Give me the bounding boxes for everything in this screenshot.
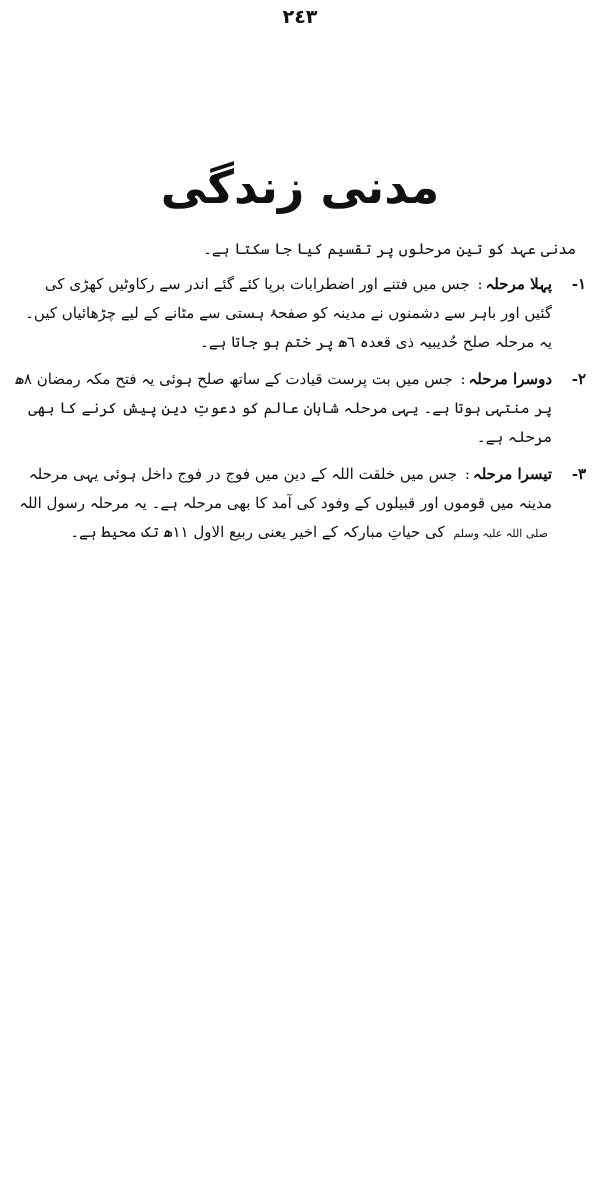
stage-2: ٢- دوسرا مرحلہ: جس میں بت پرست قیادت کے ساتھ صلح ہوئی یہ فتح مکہ رمضان ٨ھ پر منتہی ہوتا ہے۔ یہی مرحلہ شاہانِ عالم کو دعوتِ دین پیش کرنے کا بھی مرحلہ ہے۔ [14,365,586,452]
stage-text-end: کی حیاتِ مبارکہ کے اخیر یعنی ربیع الاول ١١ھ تک محیط ہے۔ [70,523,445,541]
chapter-title: مدنی زندگی [160,160,440,214]
intro-paragraph: مدنی عہد کو تین مرحلوں پر تقسیم کیا جا سکتا ہے۔ [203,240,576,258]
stage-heading: پہلا مرحلہ [485,275,552,293]
body-text [14,235,586,556]
stage-text: جس میں فتنے اور اضطرابات برپا کئے گئے اندر سے رکاوٹیں کھڑی کی گئیں اور باہر سے دشمنوں نے مدینہ کو صفحۂ ہستی سے مٹانے کے لیے چڑھائیاں کیں۔ یہ مرحلہ صلح حُدیبیہ ذی قعدہ ٦ھ پر ختم ہو جاتا ہے۔ [25,275,552,351]
stage-number: ١- [571,275,586,293]
stage-number: ٢- [571,370,586,388]
stage-1: ١- پہلا مرحلہ: جس میں فتنے اور اضطرابات برپا کئے گئے اندر سے رکاوٹیں کھڑی کی گئیں اور باہر سے دشمنوں نے مدینہ کو صفحۂ ہستی سے مٹانے کے لیے چڑھائیاں کیں۔ یہ مرحلہ صلح حُدیبیہ ذی قعدہ ٦ھ پر ختم ہو جاتا ہے۔ [14,270,586,357]
page-number: ٢٤٣ [282,6,318,28]
stage-text: جس میں بت پرست قیادت کے ساتھ صلح ہوئی یہ فتح مکہ رمضان ٨ھ پر منتہی ہوتا ہے۔ یہی مرحلہ شاہانِ عالم کو دعوتِ دین پیش کرنے کا بھی مرحلہ ہے۔ [15,370,552,446]
honorific-text: صلی اللہ علیہ وسلم [453,527,548,540]
stage-3: ٣- تیسرا مرحلہ: جس میں خلقت اللہ کے دین میں فوج در فوج داخل ہوئی یہی مرحلہ مدینہ میں قوموں اور قبیلوں کے وفود کی آمد کا بھی مرحلہ ہے۔ یہ مرحلہ رسول اللہ صلی اللہ علیہ وسلم کی حیاتِ مبارکہ کے اخیر یعنی ربیع الاول ١١ھ تک محیط ہے۔ [14,460,586,548]
stage-heading: دوسرا مرحلہ [468,370,552,388]
stage-text: جس میں خلقت اللہ کے دین میں فوج در فوج داخل ہوئی یہی مرحلہ مدینہ میں قوموں اور قبیلوں کے وفود کی آمد کا بھی مرحلہ ہے۔ یہ مرحلہ رسول اللہ [19,465,552,512]
stage-heading: تیسرا مرحلہ [472,465,552,483]
stage-number: ٣- [571,465,586,483]
